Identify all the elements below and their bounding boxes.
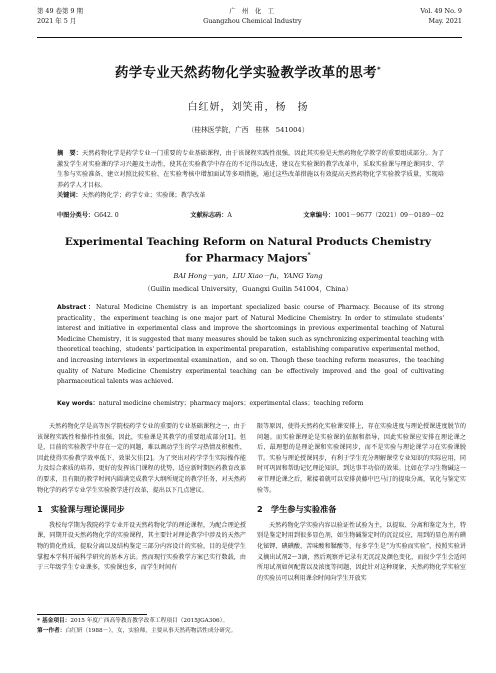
author-footnote: [37, 627, 462, 637]
body-column-right: [257, 422, 466, 584]
header-row-bottom: [37, 16, 462, 26]
article-label: 文章编号：: [303, 212, 335, 219]
fund-footnote: [37, 617, 462, 627]
title-en-fund-mark: *: [307, 252, 311, 259]
keywords-en-label: Key words：: [57, 400, 99, 407]
affiliation-en: （Guilin medical University，Guangxi Guilin 541004，China）: [143, 285, 353, 293]
section-heading-1: 1 实验课与理论课同步: [37, 504, 125, 515]
paper-title-en-line2: for Pharmacy Majors: [185, 252, 308, 265]
first-author-label: 第一作者：: [37, 627, 66, 634]
footnotes: [37, 617, 462, 636]
document-code: [190, 210, 232, 219]
fund-text: 2015 年度广西高等教育教学改革工程项目（2015JGA306）。: [70, 618, 229, 624]
fund-label: * 基金项目：: [37, 618, 71, 624]
publication-date: 2021 年 5 月: [37, 17, 77, 25]
paper-title-cn-text: 药学专业天然药物化学实验教学改革的思考: [114, 66, 377, 81]
authors-cn: 白红妍，刘笑甫，杨 扬: [187, 102, 309, 113]
journal-name-en: Guangzhou Chemical Industry: [203, 17, 302, 25]
abstract-cn: [57, 149, 444, 202]
clc-number: [57, 210, 119, 219]
running-header: [37, 6, 462, 46]
keywords-cn-label: 关键词：: [57, 192, 82, 200]
classification-line: [57, 210, 444, 219]
abstract-cn-text: 天然药物化学是药学专业一门重要的专业基础课程，由于该课程实践性很强，因此其实验是天然药物化学教学的重要组成部分。为了激发学生对实验课的学习兴趣及主动性，使其在实验教学中存在的不足得以改进，建议在实验课的教学改革中，采取实验课与理论课同步、学生参与实验准备、建立对照比较实验、在实验考核中增加面试等多项措施，通过这些改革措施以有效提高天然药物化学实验教学质量，实现培养药学人才目标。: [57, 150, 445, 189]
abstract-cn-label: 摘 要：: [57, 150, 82, 157]
paper-title-en-line1: Experimental Teaching Reform on Natural Products Chemistry: [64, 236, 432, 248]
abstract-en-text: Natural Medicine Chemistry is an important specialized basic course of Pharmacy. Because of its strong practicality，the experiment teaching is one major part of Natural Medicine Chemistry. In order to stimulate students' interest and initiative in experimental class and improve the shortcomings in previous experimental teaching of Natural Medicine Chemistry，it is suggested that many measures should be taken such as synchronizing experimental teaching with theoretical teaching，students' participation in experimental preparation，establishing comparative experimental method，and increasing interviews in experimental examination，and so on. Though these teaching reform measures，the teaching quality of Nature Medicine Chemistry experimental teaching can be effectively improved and the goal of cultivating pharmaceutical talents was achieved.: [57, 304, 444, 386]
clc-label: 中图分类号：: [57, 212, 95, 219]
first-author-text: 白红妍（1988－），女，实验师，主要从事天然药物活性成分研究。: [65, 627, 237, 634]
paper-title-cn: [0, 62, 496, 81]
clc-value: G642. 0: [94, 212, 119, 219]
publication-date-en: May. 2021: [428, 17, 462, 25]
volume-issue: 第 49 卷第 9 期: [37, 7, 83, 15]
section-2-paragraph: 天然药物化学实验内容以验证性试验为主，以提取、分离和鉴定为主，特别是鉴定时用到很多显色剂，如生物碱鉴定时的沉淀反应，用到的显色剂有碘化铋钾、碘碘酸、苦味酸和鞣酸等，每多学生是“为实验而实验”，按照实验讲义摘出试剂2～3滴，然后观察并记录有无沉淀及颜色变化，而很少学生会适问所用试剂如何配置以及浓度等问题，因此针对这种现象，天然药物化学实验室的实验员可以利用课余时间向学生开放实: [257, 521, 466, 582]
abstract-en-label: Abstract：: [57, 304, 96, 311]
section-1-paragraph: 我校每学期为我院药学专业开设天然药物化学的理论课程，为配合理论授课，同期开设天然药物化学的实验课程，其主要针对理论教学中涉及的天然产物的简化性质，提取分离以及结构鉴定三部分内容设计的实验，目的是使学生掌握本学科开展科学研究的基本方法。然而现行实验教学方案已实行数载，由于三年级学生专业课多，实验课也多，而学生时间有: [37, 521, 246, 572]
section-1-continued: 限等原因，使得天然药化实验课安排上，存在实验进度与理论授课进度脱节的问题。而实验课理论是实验课的依据和指导，因此实验课应安排在理论课之后，最理想的是理论课和实验课同步，而不是实验与理论课学习在实验课脱节。实验与理论授课同步，有利于学生充分理解课堂专业知识的实际应用，同时可巩固和帮助记忆理论知识，到达事半功倍的效果。比如在学习生物碱这一章节理论课之后，紧接着就可以安排黄藤中巴马汀的提取分离，氧化与鉴定实验等。: [257, 423, 466, 494]
title-fund-mark: *: [376, 65, 382, 74]
header-rule: [37, 37, 462, 38]
section-heading-2: 2 学生参与实验准备: [257, 504, 337, 515]
abstract-en: [57, 303, 444, 388]
article-value: 1001－9677（2021）09－0189－02: [334, 212, 444, 219]
article-number: [303, 210, 444, 219]
volume-issue-en: Vol. 49 No. 9: [420, 7, 462, 15]
header-row-top: [37, 6, 462, 16]
affiliation-cn: （桂林医学院，广西 桂林 541004）: [187, 126, 309, 134]
keywords-en: [57, 398, 444, 407]
keywords-cn-text: 天然药物化学；药学专业；实验课；教学改革: [81, 192, 206, 200]
keywords-en-text: natural medicine chemistry；pharmacy majors；experimental class；teaching reform: [98, 400, 364, 407]
doc-value: A: [227, 212, 232, 219]
authors-en: BAI Hong－yan，LIU Xiao－fu，YANG Yang: [173, 272, 323, 280]
body-column-left: [37, 422, 246, 574]
intro-paragraph: 天然药物化学是高等医学院校药学专业的重要的专业基础课程之一，由于该课程实践性和操作性很强，因此，实验课是其教学的重要组成部分[1]。但是，目前的实验教学中存在一定的问题，难以调动学生的学习热情及积极性，因此使得实验教学效率低下，效果欠佳[2]。为了突出对药学学生实际操作能力及综合素质的培养，更好的发挥该门课程的优势，适应新时期医药教育改革的要求，且有限的教学时间内圆满完成教学大纲所规定的教学任务，对天然药物化学的药学专业学生实验教学进行改革，提出以下几点建议。: [37, 423, 246, 494]
paper-title-en-line2-wrap: [0, 249, 496, 265]
paper-title-en: [0, 236, 496, 265]
doc-label: 文献标志码：: [190, 212, 228, 219]
footnote-rule: [37, 614, 147, 615]
journal-name-cn: 广 州 化 工: [229, 7, 274, 15]
